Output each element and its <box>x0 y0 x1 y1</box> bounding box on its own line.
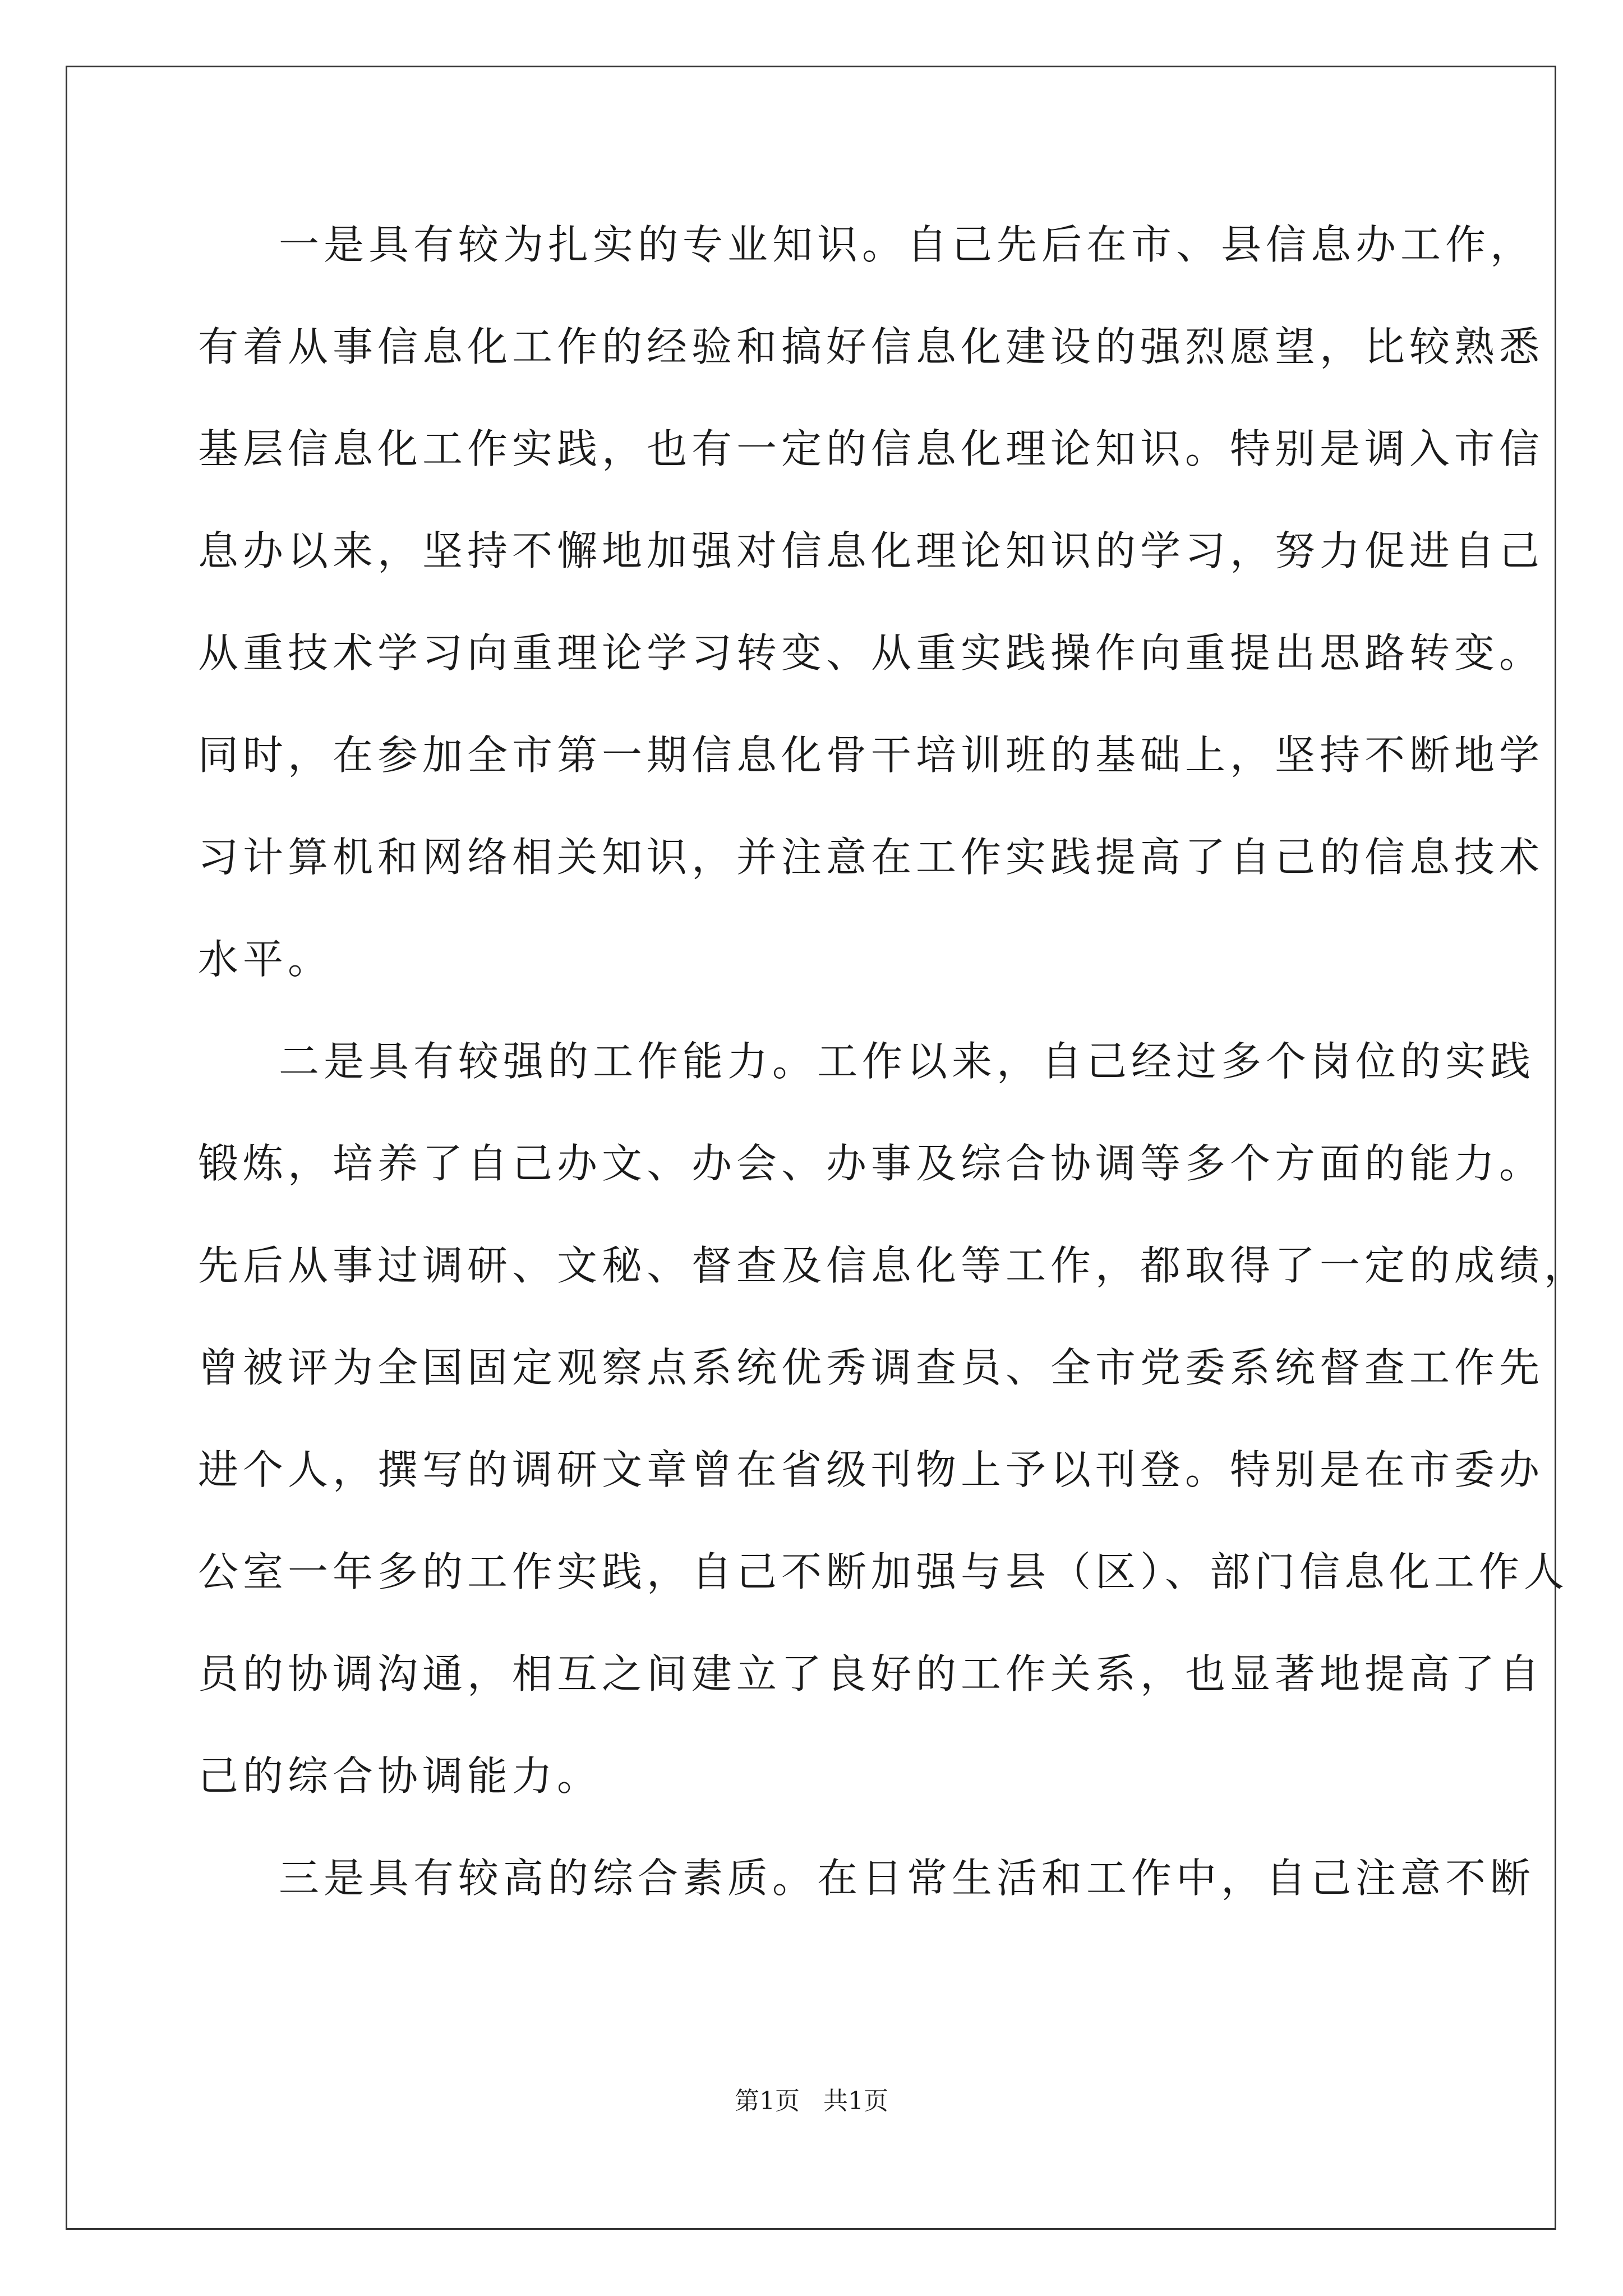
paragraph-1-line-5: 从重技术学习向重理论学习转变、从重实践操作向重提出思路转变。 <box>198 629 1544 677</box>
paragraph-2-line-3: 先后从事过调研、文秘、督查及信息化等工作，都取得了一定的成绩， <box>198 1242 1589 1289</box>
paragraph-2-line-6: 公室一年多的工作实践，自己不断加强与县（区）、部门信息化工作人 <box>198 1548 1569 1595</box>
paragraph-2-line-4: 曾被评为全国固定观察点系统优秀调查员、全市党委系统督查工作先 <box>198 1344 1544 1391</box>
paragraph-1-line-6: 同时，在参加全市第一期信息化骨干培训班的基础上，坚持不断地学 <box>198 731 1544 779</box>
paragraph-2-line-1: 二是具有较强的工作能力。工作以来，自己经过多个岗位的实践 <box>279 1038 1536 1085</box>
paragraph-2-line-8: 己的综合协调能力。 <box>198 1752 602 1800</box>
paragraph-2-line-7: 员的协调沟通，相互之间建立了良好的工作关系，也显著地提高了自 <box>198 1650 1544 1697</box>
paragraph-1-line-1: 一是具有较为扎实的专业知识。自己先后在市、县信息办工作， <box>279 221 1536 268</box>
paragraph-2-line-5: 进个人，撰写的调研文章曾在省级刊物上予以刊登。特别是在市委办 <box>198 1446 1544 1493</box>
paragraph-1-line-2: 有着从事信息化工作的经验和搞好信息化建设的强烈愿望，比较熟悉 <box>198 323 1544 370</box>
paragraph-1-line-7: 习计算机和网络相关知识，并注意在工作实践提高了自己的信息技术 <box>198 834 1544 881</box>
page-footer: 第1页 共1页 <box>735 2087 888 2115</box>
document-body <box>198 194 1589 1929</box>
paragraph-3-line-1: 三是具有较高的综合素质。在日常生活和工作中，自己注意不断 <box>279 1855 1536 1902</box>
paragraph-2-line-2: 锻炼，培养了自己办文、办会、办事及综合协调等多个方面的能力。 <box>198 1140 1544 1187</box>
paragraph-1-line-3: 基层信息化工作实践，也有一定的信息化理论知识。特别是调入市信 <box>198 425 1544 472</box>
paragraph-1-line-4: 息办以来，坚持不懈地加强对信息化理论知识的学习，努力促进自己 <box>198 527 1544 574</box>
paragraph-1-line-8: 水平。 <box>198 936 333 983</box>
